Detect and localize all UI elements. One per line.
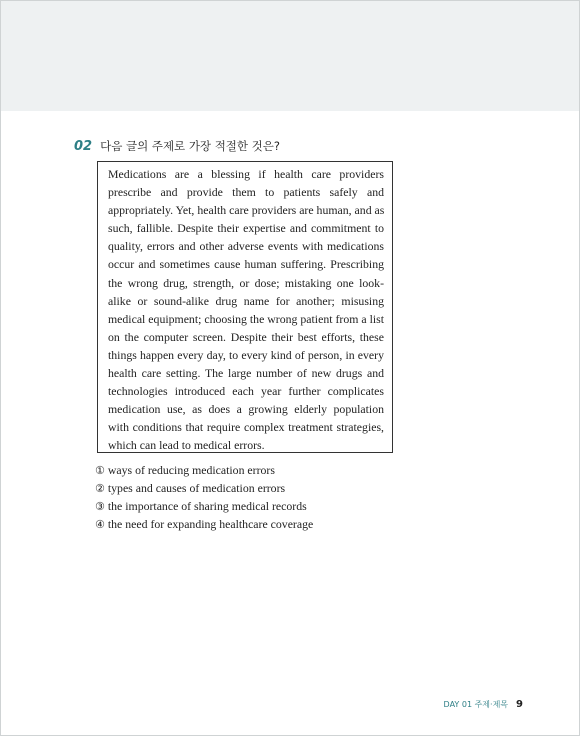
passage-line: medical equipment; choosing the wrong patient from a list <box>108 311 384 326</box>
option-marker: ④ <box>95 518 105 531</box>
passage-line: quality, errors and other adverse events with medications <box>108 239 384 254</box>
passage-line: prescribe and provide them to patients safely and <box>108 185 384 200</box>
passage-line: occur and sometimes cause human suffering. Prescribing <box>108 257 384 272</box>
footer-section-label: DAY 01 주제·제목 <box>443 700 509 709</box>
page-footer <box>444 699 523 710</box>
option-marker: ② <box>95 482 105 495</box>
passage-line: technologies introduced each year further complicates <box>108 384 384 399</box>
page-number: 9 <box>516 699 523 710</box>
passage-box <box>97 161 393 453</box>
option-text: the importance of sharing medical records <box>107 499 307 513</box>
question-prompt: 다음 글의 주제로 가장 적절한 것은? <box>100 139 280 153</box>
passage-line: appropriately. Yet, health care providers are human, and as <box>108 203 384 218</box>
option-text: ways of reducing medication errors <box>107 463 275 477</box>
passage-line: with conditions that require complex treatment strategies, <box>108 420 384 435</box>
question-number: 02 <box>74 139 93 154</box>
passage-line: health care setting. The large number of new drugs and <box>108 366 384 381</box>
option-text: types and causes of medication errors <box>107 481 286 495</box>
option-3[interactable] <box>95 497 313 515</box>
option-1[interactable] <box>95 461 313 479</box>
passage-line: Medications are a blessing if health care providers <box>108 167 384 181</box>
option-2[interactable] <box>95 479 313 497</box>
passage-line: which can lead to medical errors. <box>108 438 265 453</box>
passage-line: medication use, as does a growing elderly population <box>108 402 384 417</box>
passage-line: things happen every day, to every kind of person, in every <box>108 347 384 362</box>
header-band <box>1 1 579 111</box>
passage-line: on the computer screen. Despite their best efforts, these <box>108 329 384 344</box>
passage-line: the wrong drug, strength, or dose; mistaking one look- <box>108 275 384 290</box>
answer-options <box>95 461 313 533</box>
option-marker: ③ <box>95 500 105 513</box>
passage-line: alike or sound-alike drug name for another; misusing <box>108 293 384 308</box>
option-4[interactable] <box>95 515 313 533</box>
passage-line: such, fallible. Despite their expertise and commitment to <box>108 221 384 236</box>
option-marker: ① <box>95 464 105 477</box>
question-header <box>74 138 280 154</box>
option-text: the need for expanding healthcare coverage <box>107 517 314 531</box>
